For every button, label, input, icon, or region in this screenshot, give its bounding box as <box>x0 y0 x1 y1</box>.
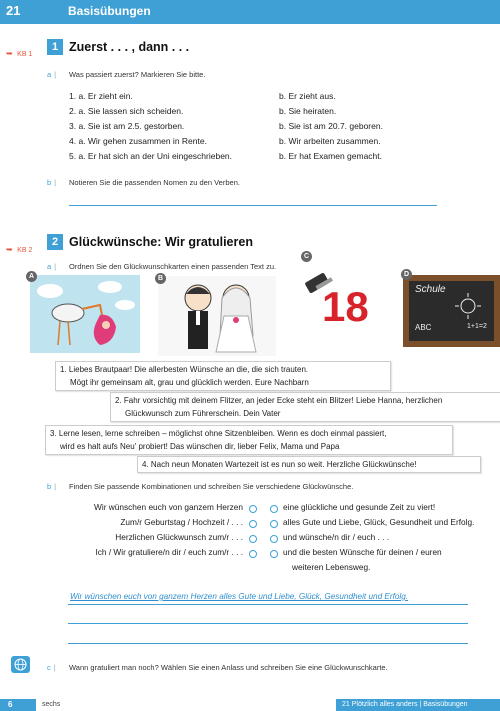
option-left[interactable]: 1. a. Er zieht ein. <box>69 91 133 101</box>
kb-reference <box>6 43 32 61</box>
combo-right: eine glückliche und gesunde Zeit zu viert! <box>283 502 436 512</box>
option-left[interactable]: 3. a. Sie ist am 2.5. gestorben. <box>69 121 185 131</box>
option-right[interactable]: b. Er hat Examen gemacht. <box>279 151 382 161</box>
answer-line[interactable] <box>68 623 468 624</box>
card-line: wird es halt aufs Neu' probiert! Das wünschen dir, lieber Felix, Mama und Papa <box>60 442 340 451</box>
chapter-number: 21 <box>6 3 21 18</box>
combo-right: weiteren Lebensweg. <box>292 562 371 572</box>
answer-line[interactable] <box>68 643 468 644</box>
greeting-card-1[interactable] <box>55 361 391 391</box>
option-right[interactable]: b. Sie heiraten. <box>279 106 337 116</box>
match-dot[interactable] <box>270 505 278 513</box>
picture-label: A <box>26 271 37 282</box>
subtask-label: b | <box>47 482 57 491</box>
sun-icon <box>453 291 483 321</box>
instruction: Finden Sie passende Kombinationen und schreiben Sie verschiedene Glückwünsche. <box>69 482 354 491</box>
match-dot[interactable] <box>249 535 257 543</box>
stork-illustration <box>30 275 140 353</box>
picture-label: C <box>301 251 312 262</box>
arrow-icon: ➥ <box>6 245 13 254</box>
match-dot[interactable] <box>270 535 278 543</box>
card-line: Mögt ihr gemeinsam alt, grau und glücklich werden. Eure Nachbarn <box>70 378 309 387</box>
option-right[interactable]: b. Sie ist am 20.7. geboren. <box>279 121 383 131</box>
arrow-icon: ➥ <box>6 49 13 58</box>
match-dot[interactable] <box>249 550 257 558</box>
card-line: 3. Lerne lesen, lerne schreiben – möglichst ohne Sitzenbleiben. Wenn es doch einmal passiert, <box>50 429 387 438</box>
option-right[interactable]: b. Wir arbeiten zusammen. <box>279 136 381 146</box>
exercise-number: 2 <box>47 234 63 250</box>
match-dot[interactable] <box>249 520 257 528</box>
school-picture[interactable] <box>403 275 500 347</box>
answer-line[interactable] <box>69 205 437 206</box>
greeting-card-4[interactable] <box>137 456 481 473</box>
combo-left: Ich / Wir gratuliere/n dir / euch zum/r . . . <box>95 547 243 557</box>
card-line: 4. Nach neun Monaten Wartezeit ist es nun so weit. Herzliche Glückwünsche! <box>142 460 417 469</box>
option-right[interactable]: b. Er zieht aus. <box>279 91 336 101</box>
instruction: Wann gratuliert man noch? Wählen Sie einen Anlass und schreiben Sie eine Glückwunschkarte. <box>69 663 388 672</box>
greeting-card-2[interactable] <box>110 392 500 422</box>
birthday-18-picture[interactable] <box>300 263 378 341</box>
card-line: 1. Liebes Brautpaar! Die allerbesten Wünsche an die, die sich trauten. <box>60 365 309 374</box>
picture-label: D <box>401 269 412 280</box>
kb-label: KB 2 <box>17 247 33 254</box>
option-left[interactable]: 2. a. Sie lassen sich scheiden. <box>69 106 184 116</box>
option-left[interactable]: 5. a. Er hat sich an der Uni eingeschrieben. <box>69 151 233 161</box>
combo-left: Zum/r Geburtstag / Hochzeit / . . . <box>120 517 243 527</box>
exercise-number: 1 <box>47 39 63 55</box>
kb-label: KB 1 <box>17 51 33 58</box>
chalk-abc: ABC <box>415 323 432 332</box>
combo-right: und die besten Wünsche für deinen / euren <box>283 547 442 557</box>
kb-reference <box>6 239 32 257</box>
number-18: 18 <box>322 283 369 330</box>
stork-picture[interactable] <box>30 275 140 353</box>
chalk-formula: 1+1=2 <box>467 323 487 330</box>
instruction: Ordnen Sie den Glückwunschkarten einen passenden Text zu. <box>69 262 277 271</box>
instruction: Was passiert zuerst? Markieren Sie bitte. <box>69 70 206 79</box>
chalk-text: Schule <box>415 284 446 295</box>
match-dot[interactable] <box>270 520 278 528</box>
page-word: sechs <box>42 701 61 708</box>
instruction: Notieren Sie die passenden Nomen zu den Verben. <box>69 178 240 187</box>
subtask-label: c | <box>47 663 56 672</box>
handwritten-example: Wir wünschen euch von ganzem Herzen alles Gute und Liebe, Glück, Gesundheit und Erfolg. <box>70 592 409 601</box>
match-dot[interactable] <box>249 505 257 513</box>
combo-left: Herzlichen Glückwunsch zum/r . . . <box>115 532 243 542</box>
match-dot[interactable] <box>270 550 278 558</box>
exercise-title: Glückwünsche: Wir gratulieren <box>69 235 253 249</box>
page-number: 6 <box>8 700 13 709</box>
footer-chapter: 21 Plötzlich alles anders | Basisübungen <box>342 701 468 708</box>
option-left[interactable]: 4. a. Wir gehen zusammen in Rente. <box>69 136 207 146</box>
combo-right: alles Gute und Liebe, Glück, Gesundheit und Erfolg. <box>283 517 475 527</box>
wedding-illustration <box>158 276 276 356</box>
answer-line[interactable] <box>68 604 468 605</box>
footer-left-bar <box>0 699 36 711</box>
page-title: Basisübungen <box>68 4 151 18</box>
greeting-card-3[interactable] <box>45 425 453 455</box>
combo-right: und wünsche/n dir / euch . . . <box>283 532 390 542</box>
card-line: 2. Fahr vorsichtig mit deinem Flitzer, an jeder Ecke steht ein Blitzer! Liebe Hanna, herzlichen <box>115 396 443 405</box>
exercise-title: Zuerst . . . , dann . . . <box>69 40 190 54</box>
globe-icon <box>11 656 30 673</box>
combo-left: Wir wünschen euch von ganzem Herzen <box>94 502 243 512</box>
subtask-label: a | <box>47 70 57 79</box>
picture-label: B <box>155 273 166 284</box>
subtask-label: a | <box>47 262 57 271</box>
card-line: Glückwunsch zum Führerschein. Dein Vater <box>125 409 281 418</box>
chalkboard <box>409 281 494 341</box>
subtask-label: b | <box>47 178 57 187</box>
wedding-picture[interactable] <box>158 276 276 356</box>
